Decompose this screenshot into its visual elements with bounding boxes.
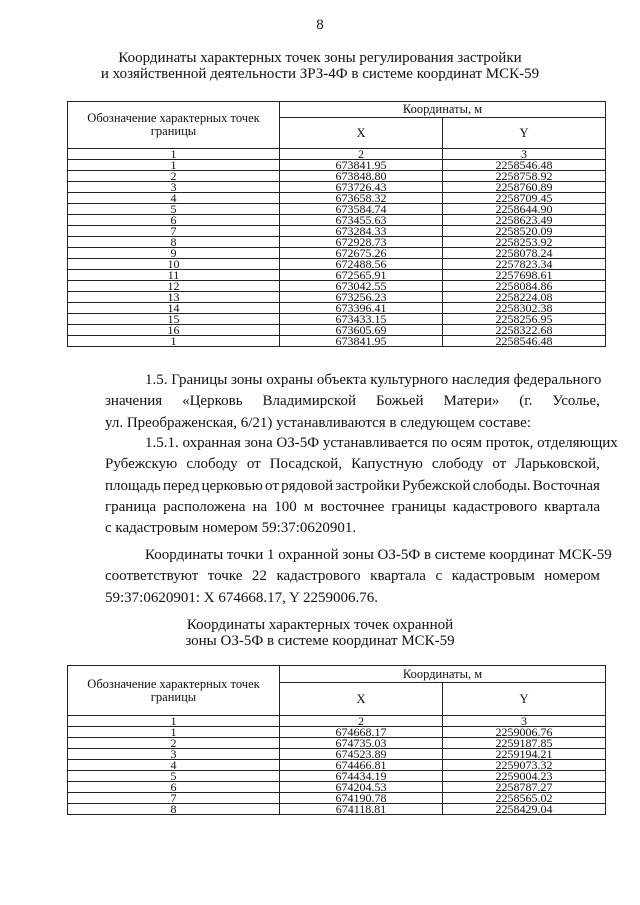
table-cell: 673042.55 xyxy=(280,281,443,292)
table-cell: 2258565.02 xyxy=(443,793,606,804)
table-cell: 3 xyxy=(68,749,280,760)
table-cell: 674118.81 xyxy=(280,804,443,815)
word: соответствуют xyxy=(105,568,199,585)
table2-title-line: зоны ОЗ-5Ф в системе координат МСК-59 xyxy=(185,633,455,649)
table-cell: 2259187.85 xyxy=(443,738,606,749)
table-cell: 2258302.38 xyxy=(443,303,606,314)
word: граница xyxy=(105,498,157,515)
word: номером xyxy=(544,568,600,585)
word: Посадской, xyxy=(269,456,343,473)
table1-body xyxy=(68,160,606,347)
table-cell: 2258709.45 xyxy=(443,193,606,204)
table-cell: 674668.17 xyxy=(280,727,443,738)
table-cell: 2259073.32 xyxy=(443,760,606,771)
table-cell: 672675.26 xyxy=(280,248,443,259)
table-cell: 673605.69 xyxy=(280,325,443,336)
word: Капустную xyxy=(351,456,423,473)
table-cell: 10 xyxy=(68,259,280,270)
word: кадастрового xyxy=(276,568,361,585)
word: слободу xyxy=(431,456,484,473)
page-number: 8 xyxy=(316,17,324,33)
header-y: Y xyxy=(443,683,606,716)
paragraph-1-5-1 xyxy=(105,433,618,539)
word: точке xyxy=(207,568,243,585)
table-cell: 2258084.86 xyxy=(443,281,606,292)
word: церковью xyxy=(201,477,263,494)
coordinates-table-zrz-4f xyxy=(67,101,606,347)
table-cell: 12 xyxy=(68,281,280,292)
table-cell: 674523.89 xyxy=(280,749,443,760)
word: квартала xyxy=(370,568,426,585)
table-cell: 2258546.48 xyxy=(443,336,606,347)
header-y: Y xyxy=(443,118,606,149)
word: расположена xyxy=(163,498,246,515)
word: Рубежскую xyxy=(105,456,178,473)
table-cell: 674204.53 xyxy=(280,782,443,793)
table-cell: 673658.32 xyxy=(280,193,443,204)
paragraph-line: 59:37:0620901: X 674668.17, Y 2259006.76. xyxy=(105,589,379,606)
table-cell: 2258644.90 xyxy=(443,204,606,215)
word: рядовой xyxy=(281,477,334,494)
table-cell: 13 xyxy=(68,292,280,303)
word: Восточная xyxy=(532,477,600,494)
header-x: X xyxy=(280,683,443,716)
table-cell: 6 xyxy=(68,215,280,226)
word: границы xyxy=(391,498,446,515)
text: 1.5. Границы зоны охраны объекта культурного наследия федерального xyxy=(145,372,602,388)
word: 100 xyxy=(274,498,297,515)
header-x: X xyxy=(280,118,443,149)
table-cell: 2258760.89 xyxy=(443,182,606,193)
table-cell: 1 xyxy=(68,727,280,738)
table-cell: 8 xyxy=(68,804,280,815)
word: Божьей xyxy=(375,393,424,410)
paragraph-line xyxy=(105,370,600,391)
table-cell: 6 xyxy=(68,782,280,793)
paragraph-line xyxy=(105,566,600,587)
word: кадастровым xyxy=(451,568,535,585)
table-cell: 9 xyxy=(68,248,280,259)
table-cell: 674190.78 xyxy=(280,793,443,804)
table-cell: 673584.74 xyxy=(280,204,443,215)
word: Усолье, xyxy=(552,393,600,410)
table-cell: 2258520.09 xyxy=(443,226,606,237)
word: Рубежской xyxy=(401,477,471,494)
table-cell: 1 xyxy=(68,336,280,347)
table-cell: 3 xyxy=(68,182,280,193)
table2-body xyxy=(68,727,606,815)
table-cell: 2 xyxy=(280,716,443,727)
table-cell: 673841.95 xyxy=(280,160,443,171)
table-cell: 15 xyxy=(68,314,280,325)
table-cell: 16 xyxy=(68,325,280,336)
table1-title-line: и хозяйственной деятельности ЗРЗ-4Ф в системе координат МСК-59 xyxy=(100,66,540,82)
table-cell: 2258253.92 xyxy=(443,237,606,248)
table-cell: 2258256.95 xyxy=(443,314,606,325)
word: м xyxy=(303,498,314,515)
table-cell: 2259004.23 xyxy=(443,771,606,782)
word: 22 xyxy=(251,568,267,585)
table-cell: 2 xyxy=(280,149,443,160)
word: кадастрового xyxy=(452,498,538,515)
word: слободу xyxy=(186,456,238,473)
header-coordinates: Координаты, м xyxy=(280,102,606,118)
table-cell: 673726.43 xyxy=(280,182,443,193)
table-cell: 2258787.27 xyxy=(443,782,606,793)
table-cell: 2257823.34 xyxy=(443,259,606,270)
word: перед xyxy=(162,477,200,494)
table-cell: 673396.41 xyxy=(280,303,443,314)
header-coordinates: Координаты, м xyxy=(280,666,606,683)
table-cell: 2259194.21 xyxy=(443,749,606,760)
word: слободы. xyxy=(472,477,531,494)
paragraph-line xyxy=(105,497,600,518)
table-cell: 673841.95 xyxy=(280,336,443,347)
table2-title xyxy=(0,617,640,649)
table-cell: 674466.81 xyxy=(280,760,443,771)
table-cell: 14 xyxy=(68,303,280,314)
table-cell: 2258078.24 xyxy=(443,248,606,259)
table-cell: 673256.23 xyxy=(280,292,443,303)
table-cell: 8 xyxy=(68,237,280,248)
word: значения xyxy=(105,393,163,410)
table-cell: 3 xyxy=(443,716,606,727)
table1-title-line: Координаты характерных точек зоны регулирования застройки xyxy=(118,50,522,66)
paragraph-line: с кадастровым номером 59:37:0620901. xyxy=(105,520,357,537)
word: (г. xyxy=(519,393,533,410)
table-cell: 4 xyxy=(68,760,280,771)
word: от xyxy=(265,477,279,494)
paragraph-1-5 xyxy=(105,370,600,434)
word: с xyxy=(435,568,443,585)
table-cell: 673284.33 xyxy=(280,226,443,237)
paragraph-line xyxy=(105,476,600,497)
word: застройки xyxy=(335,477,400,494)
paragraph-line: Координаты точки 1 охранной зоны ОЗ-5Ф в системе координат МСК-59 xyxy=(145,547,612,563)
table-cell: 2 xyxy=(68,738,280,749)
word: квартала xyxy=(544,498,600,515)
header-points: Обозначение характерных точек границы xyxy=(68,666,280,716)
table-cell: 7 xyxy=(68,793,280,804)
coordinates-table-oz-5f xyxy=(67,665,606,815)
table-cell: 2258546.48 xyxy=(443,160,606,171)
table-cell: 2258322.68 xyxy=(443,325,606,336)
table-cell: 2257698.61 xyxy=(443,270,606,281)
table-cell: 674434.19 xyxy=(280,771,443,782)
table-cell: 674735.03 xyxy=(280,738,443,749)
table-cell: 4 xyxy=(68,193,280,204)
word: восточнее xyxy=(320,498,385,515)
word: Ларьковской, xyxy=(515,456,600,473)
table-cell: 673848.80 xyxy=(280,171,443,182)
table-cell: 673433.15 xyxy=(280,314,443,325)
table-row xyxy=(68,336,606,347)
paragraph-line: 1.5.1. охранная зона ОЗ-5Ф устанавливается по осям проток, отделяющих xyxy=(145,435,618,451)
table-cell: 3 xyxy=(443,149,606,160)
table-cell: 672565.91 xyxy=(280,270,443,281)
table-row xyxy=(68,804,606,815)
table-cell: 2258429.04 xyxy=(443,804,606,815)
paragraph-point-1 xyxy=(105,545,612,609)
paragraph-line xyxy=(105,454,600,475)
word: от xyxy=(246,456,261,473)
table1-title xyxy=(0,50,640,82)
word: площадь xyxy=(105,477,161,494)
table-cell: 5 xyxy=(68,771,280,782)
table-cell: 1 xyxy=(68,716,280,727)
table-cell: 2258224.08 xyxy=(443,292,606,303)
table-cell: 2258623.49 xyxy=(443,215,606,226)
table2-title-line: Координаты характерных точек охранной xyxy=(186,617,454,633)
table-cell: 2258758.92 xyxy=(443,171,606,182)
table-cell: 672488.56 xyxy=(280,259,443,270)
table-cell: 7 xyxy=(68,226,280,237)
header-points: Обозначение характерных точек границы xyxy=(68,102,280,149)
word: Владимирской xyxy=(262,393,357,410)
table-cell: 2259006.76 xyxy=(443,727,606,738)
word: на xyxy=(252,498,268,515)
word: от xyxy=(492,456,507,473)
table-cell: 5 xyxy=(68,204,280,215)
table-cell: 1 xyxy=(68,149,280,160)
table-cell: 2 xyxy=(68,171,280,182)
paragraph-line: ул. Преображенская, 6/21) устанавливаются в следующем составе: xyxy=(105,414,532,431)
word: «Церковь xyxy=(182,393,243,410)
word: Матери» xyxy=(443,393,500,410)
paragraph-line xyxy=(105,391,600,412)
table-cell: 673455.63 xyxy=(280,215,443,226)
table-cell: 1 xyxy=(68,160,280,171)
table-cell: 11 xyxy=(68,270,280,281)
table-cell: 672928.73 xyxy=(280,237,443,248)
